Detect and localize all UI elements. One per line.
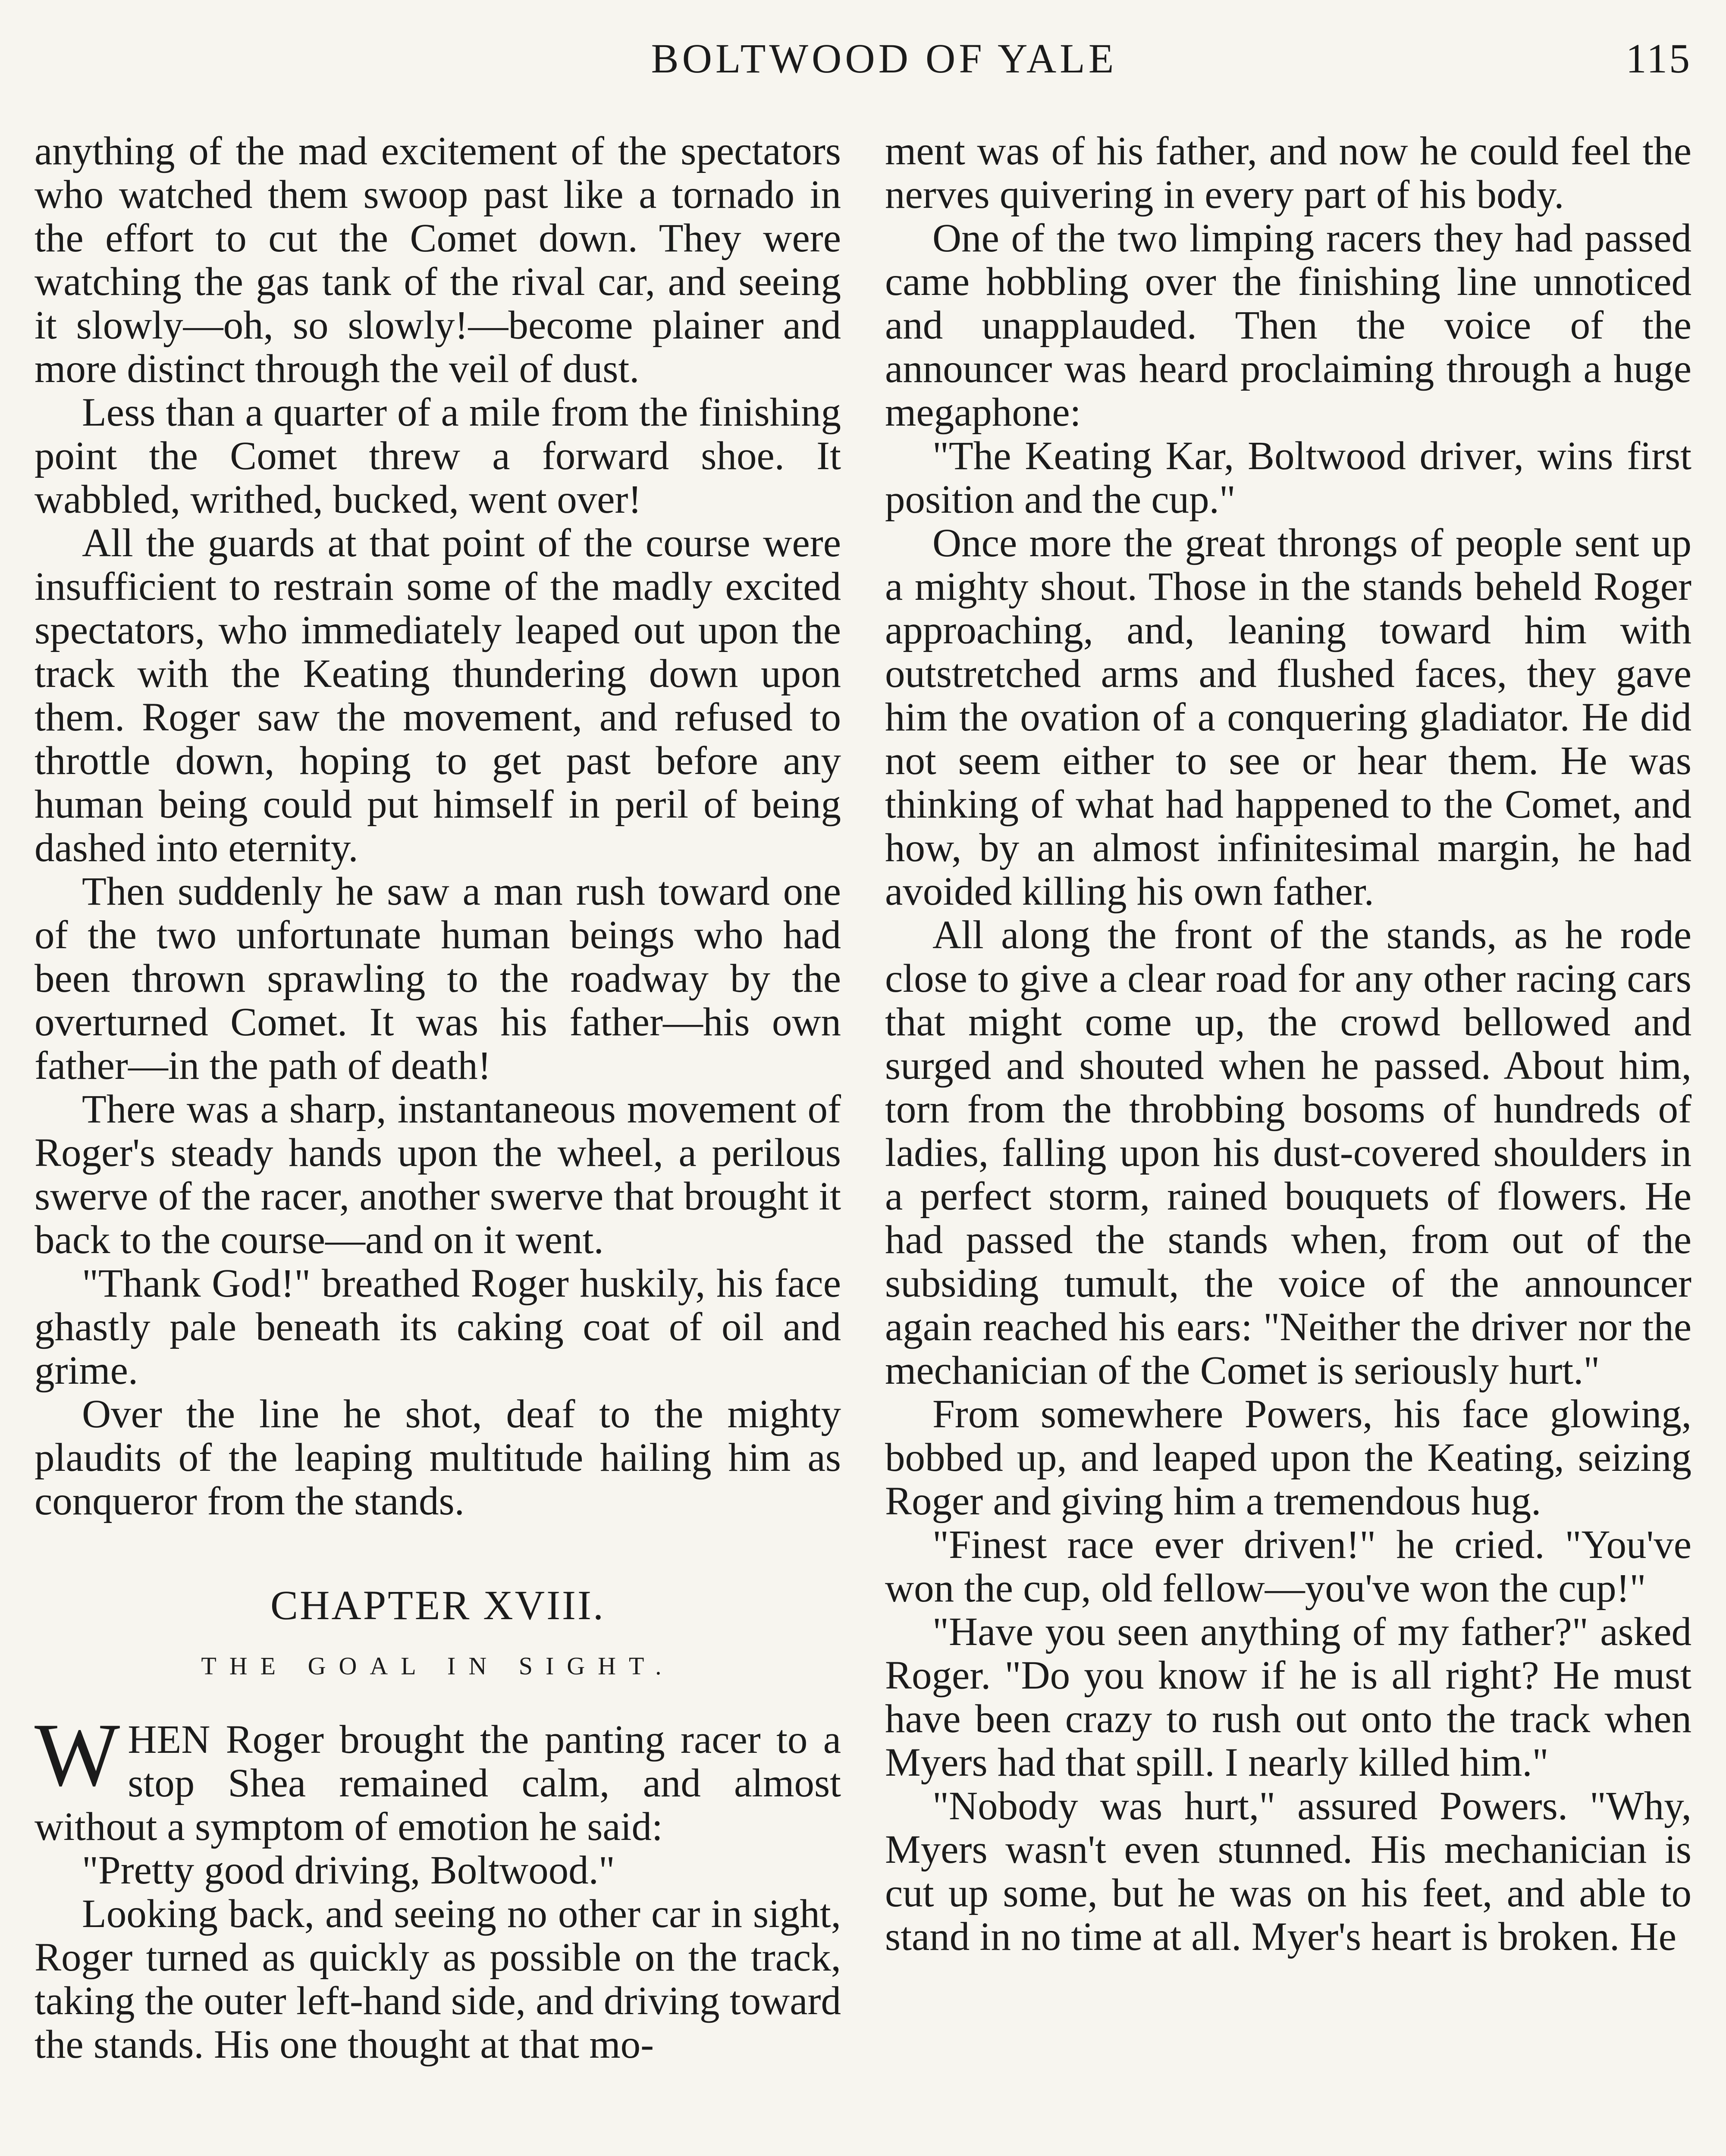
- right-column: [885, 129, 1691, 1959]
- paragraph: "Finest race ever driven!" he cried. "You've won the cup, old fellow—you've won the cup!": [885, 1523, 1691, 1611]
- paragraph: One of the two limping racers they had passed came hobbling over the finishing line unnoticed and unapplauded. Then the voice of the announcer was heard proclaiming through a huge megaphone:: [885, 216, 1691, 435]
- paragraph: Less than a quarter of a mile from the finishing point the Comet threw a forward shoe. It wabbled, writhed, bucked, went over!: [35, 390, 841, 522]
- paragraph: Looking back, and seeing no other car in sight, Roger turned as quickly as possible on the track, taking the outer left-hand side, and driving toward the stands. His one thought at that mo-: [35, 1892, 841, 2067]
- paragraph: ment was of his father, and now he could feel the nerves quivering in every part of his body.: [885, 129, 1691, 217]
- paragraph: "Thank God!" breathed Roger huskily, his face ghastly pale beneath its caking coat of oil and grime.: [35, 1261, 841, 1393]
- paragraph: anything of the mad excitement of the spectators who watched them swoop past like a tornado in the effort to cut the Comet down. They were watching the gas tank of the rival car, and seeing it slowly—oh, so slowly!—become plainer and more distinct through the veil of dust.: [35, 129, 841, 391]
- paragraph: Once more the great throngs of people sent up a mighty shout. Those in the stands beheld Roger approaching, and, leaning toward him with outstretched arms and flushed faces, they gave him the ovation of a conquering gladiator. He did not seem either to see or hear them. He was thinking of what had happened to the Comet, and how, by an almost infinitesimal margin, he had avoided killing his own father.: [885, 521, 1691, 914]
- paragraph: Over the line he shot, deaf to the mighty plaudits of the leaping multitude hailing him as conqueror from the stands.: [35, 1392, 841, 1523]
- paragraph: All the guards at that point of the course were insufficient to restrain some of the madly excited spectators, who immediately leaped out upon the track with the Keating thundering down upon them. Roger saw the movement, and refused to throttle down, hoping to get past before any human being could put himself in peril of being dashed into eternity.: [35, 521, 841, 870]
- chapter-opening-text: HEN Roger brought the panting racer to a stop Shea remained calm, and almost without a symptom of emotion he said:: [35, 1717, 841, 1849]
- paragraph: There was a sharp, instantaneous movement of Roger's steady hands upon the wheel, a perilous swerve of the racer, another swerve that brought it back to the course—and on it went.: [35, 1087, 841, 1262]
- drop-cap: W: [35, 1705, 120, 1805]
- paragraph: "The Keating Kar, Boltwood driver, wins first position and the cup.": [885, 434, 1691, 522]
- left-column: [35, 129, 841, 2066]
- paragraph: From somewhere Powers, his face glowing, bobbed up, and leaped upon the Keating, seizing Roger and giving him a tremendous hug.: [885, 1392, 1691, 1523]
- running-head: BOLTWOOD OF YALE: [651, 35, 1117, 81]
- chapter-title: CHAPTER XVIII.: [270, 1582, 605, 1628]
- page-number: 115: [1626, 35, 1691, 81]
- paragraph: "Pretty good driving, Boltwood.": [82, 1848, 615, 1893]
- paragraph: Then suddenly he saw a man rush toward one of the two unfortunate human beings who had been thrown sprawling to the roadway by the overturned Comet. It was his father—his own father—in the path of death!: [35, 869, 841, 1088]
- chapter-subtitle: THE GOAL IN SIGHT.: [201, 1652, 675, 1680]
- paragraph: "Nobody was hurt," assured Powers. "Why, Myers wasn't even stunned. His mechanician is cut up some, but he was on his feet, and able to stand in no time at all. Myer's heart is broken. He: [885, 1784, 1691, 1959]
- paragraph: All along the front of the stands, as he rode close to give a clear road for any other racing cars that might come up, the crowd bellowed and surged and shouted when he passed. About him, torn from the throbbing bosoms of hundreds of ladies, falling upon his dust-covered shoulders in a perfect storm, rained bouquets of flowers. He had passed the stands when, from out of the subsiding tumult, the voice of the announcer again reached his ears: "Neither the driver nor the mechanician of the Comet is seriously hurt.": [885, 913, 1691, 1393]
- chapter-opening-paragraph: [35, 1705, 841, 1849]
- paragraph: "Have you seen anything of my father?" asked Roger. "Do you know if he is all right? He must have been crazy to rush out onto the track when Myers had that spill. I nearly killed him.": [885, 1610, 1691, 1785]
